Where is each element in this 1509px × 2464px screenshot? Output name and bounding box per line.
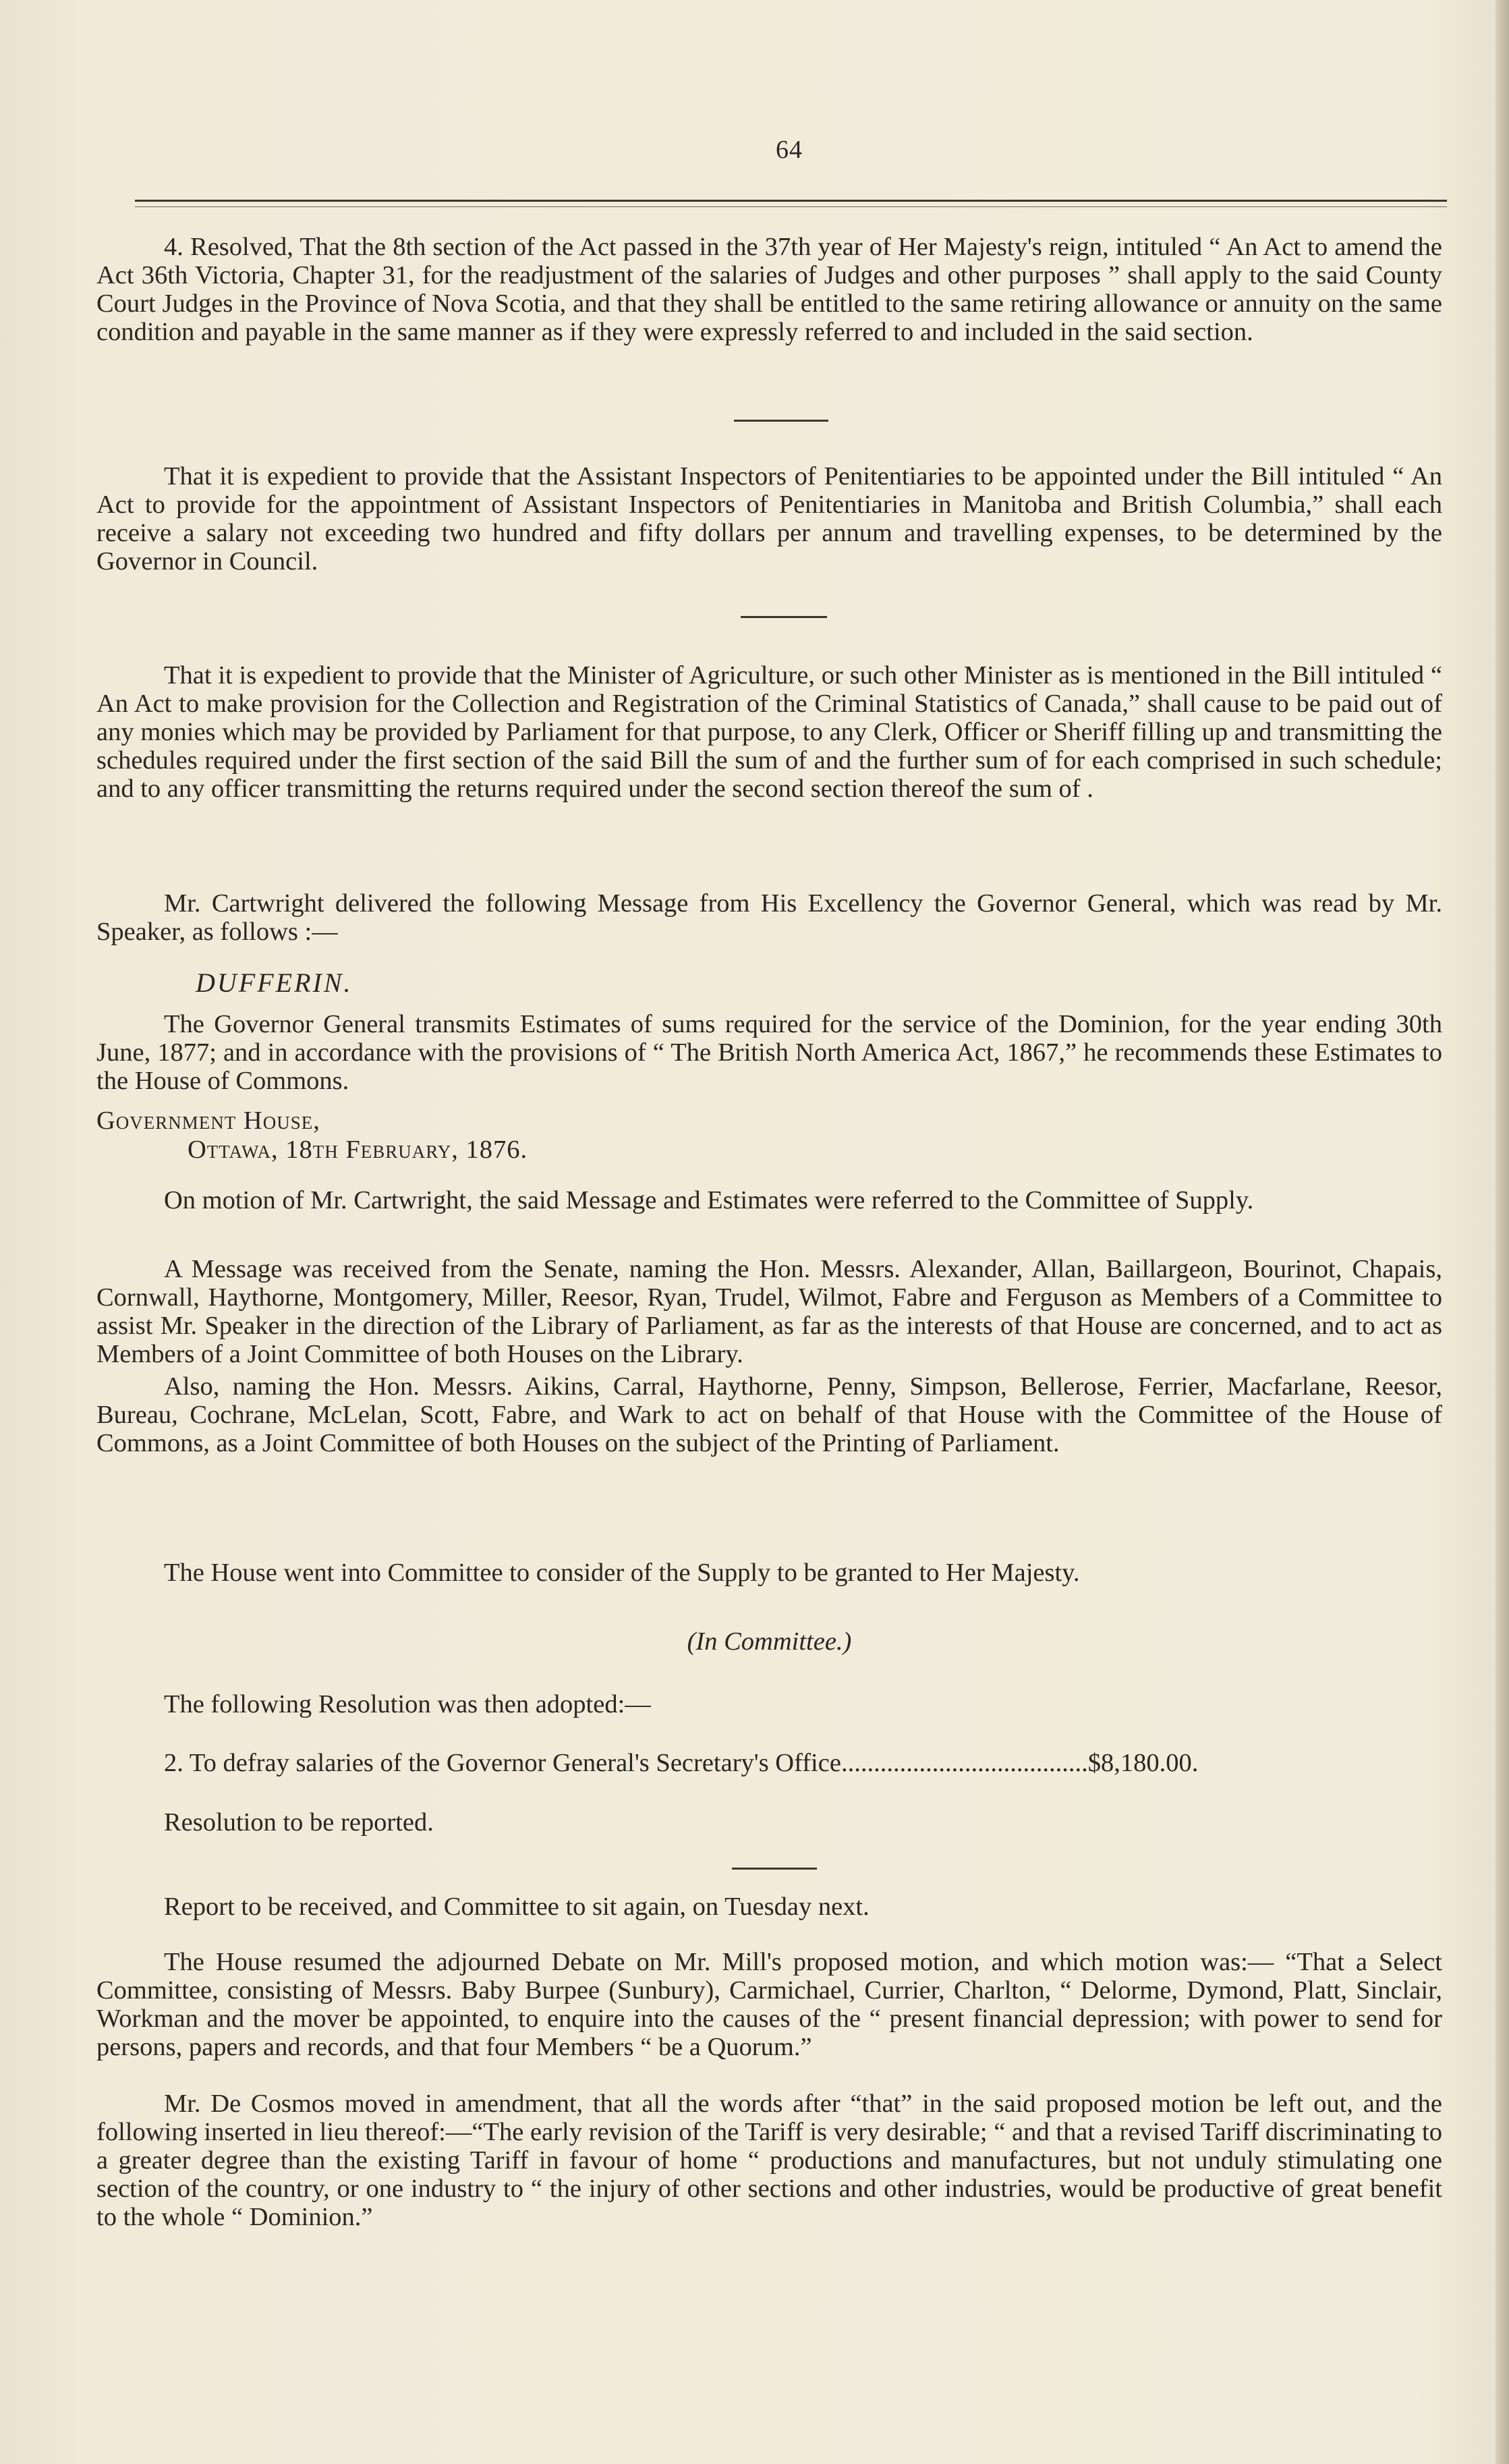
paragraph-text: Also, naming the Hon. Messrs. Aikins, Carral, Haythorne, Penny, Simpson, Bellerose, Ferrier, Macfarlane, Reesor, Bureau, Cochrane, McLelan, Scott, Fabre, and Wark to act on behalf of that House with the Committee of the House of Commons, as a Joint Committee of both Houses on the subject of the Printing of Parliament. bbox=[96, 1372, 1442, 1457]
motion-referral-paragraph bbox=[96, 1186, 1442, 1214]
paragraph-text: Mr. De Cosmos moved in amendment, that all the words after “that” in the said proposed motion be left out, and the following inserted in lieu thereof:—“The early revision of the Tariff is very desirable; “ and that a revised Tariff discriminating to a greater degree than the existing Tariff in favour of home “ productions and manufactures, but not unduly stimulating one section of the country, or one industry to “ the injury of other sections and other industries, would be productive of great benefit to the whole “ Dominion.” bbox=[96, 2090, 1442, 2231]
section-divider bbox=[734, 420, 828, 422]
senate-library-paragraph bbox=[96, 1255, 1442, 1368]
leader-dots: ...................................... bbox=[841, 1749, 1088, 1777]
signature-dufferin: DUFFERIN. bbox=[196, 968, 353, 998]
paragraph-text: That it is expedient to provide that the Assistant Inspectors of Penitentiaries to be appointed under the Bill intituled “ An Act to provide for the appointment of Assistant Inspectors of Penitentiaries in Manitoba and British Columbia,” shall each receive a salary not exceeding two hundred and fifty dollars per annum and travelling expenses, to be determined by the Governor in Council. bbox=[96, 462, 1442, 576]
paragraph-text: On motion of Mr. Cartwright, the said Message and Estimates were referred to the Committee of Supply. bbox=[164, 1186, 1254, 1214]
paragraph-text: Mr. Cartwright delivered the following Message from His Excellency the Governor General, which was read by Mr. Speaker, as follows :— bbox=[96, 889, 1442, 946]
paragraph-text: The Governor General transmits Estimates of sums required for the service of the Dominion, for the year ending 30th June, 1877; and in accordance with the provisions of “ The British North America Act, 1867,” he recommends these Estimates to the House of Commons. bbox=[96, 1010, 1442, 1095]
message-intro-paragraph bbox=[96, 889, 1442, 946]
paragraph-text: Report to be received, and Committee to sit again, on Tuesday next. bbox=[164, 1893, 870, 1921]
paragraph-text: Resolution to be reported. bbox=[164, 1808, 434, 1837]
senate-printing-paragraph bbox=[96, 1372, 1442, 1457]
supply-item-2 bbox=[164, 1749, 1432, 1777]
paragraph-text: The House went into Committee to consider of the Supply to be granted to Her Majesty. bbox=[164, 1559, 1080, 1587]
section-divider bbox=[732, 1868, 817, 1870]
header-rule-thin bbox=[135, 206, 1447, 207]
supply-committee-paragraph bbox=[96, 1559, 1442, 1587]
debate-motion-paragraph bbox=[96, 1948, 1442, 2061]
paragraph-text: The following Resolution was then adopted:— bbox=[164, 1690, 651, 1718]
item-label: 2. To defray salaries of the Governor General's Secretary's Office bbox=[164, 1749, 841, 1777]
paragraph-text: A Message was received from the Senate, naming the Hon. Messrs. Alexander, Allan, Baillargeon, Bourinot, Chapais, Cornwall, Haythorne, Montgomery, Miller, Reesor, Ryan, Trudel, Wilmot, Fabre and Ferguson as Members of a Committee to assist Mr. Speaker in the direction of the Library of Parliament, as far as the interests of that House are concerned, and to act as Members of a Joint Committee of both Houses on the Library. bbox=[96, 1255, 1442, 1368]
paragraph-text: The House resumed the adjourned Debate on Mr. Mill's proposed motion, and which motion was:— “That a Select Committee, consisting of Messrs. Baby Burpee (Sunbury), Carmichael, Currier, Charlton, “ Delorme, Dymond, Platt, Sinclair, Workman and the mover be appointed, to enquire into the causes of the “ present financial depression; with power to send for persons, papers and records, and that four Members “ be a Quorum.” bbox=[96, 1948, 1442, 2061]
paragraph-text: That it is expedient to provide that the Minister of Agriculture, or such other Minister as is mentioned in the Bill intituled “ An Act to make provision for the Collection and Registration of the Criminal Statistics of Canada,” shall cause to be paid out of any monies which may be provided by Parliament for that purpose, to any Clerk, Officer or Sheriff filling up and transmitting the schedules required under the first section of the said Bill the sum of and the further sum of for each comprised in such schedule; and to any officer transmitting the returns required under the second section thereof the sum of . bbox=[96, 661, 1442, 803]
report-received-line bbox=[96, 1893, 1442, 1921]
header-rule bbox=[135, 200, 1447, 202]
place-line-1: Government House, bbox=[96, 1107, 320, 1135]
amendment-paragraph bbox=[96, 2090, 1442, 2231]
penitentiaries-paragraph bbox=[96, 462, 1442, 576]
place-line-2: Ottawa, 18th February, 1876. bbox=[188, 1136, 528, 1164]
book-spine-edge bbox=[1496, 0, 1509, 2464]
page-number: 64 bbox=[776, 136, 803, 164]
criminal-statistics-paragraph bbox=[96, 661, 1442, 803]
item-amount: $8,180.00. bbox=[1087, 1749, 1199, 1777]
in-committee-heading: (In Committee.) bbox=[687, 1627, 852, 1656]
section-divider bbox=[741, 616, 827, 618]
resolution-reported-line bbox=[96, 1808, 1442, 1837]
resolution-adopted-line bbox=[96, 1690, 1442, 1718]
estimates-message-paragraph bbox=[96, 1010, 1442, 1095]
resolution-4-paragraph bbox=[96, 233, 1442, 346]
paragraph-text: 4. Resolved, That the 8th section of the Act passed in the 37th year of Her Majesty's reign, intituled “ An Act to amend the Act 36th Victoria, Chapter 31, for the readjustment of the salaries of Judges and other purposes ” shall apply to the said County Court Judges in the Province of Nova Scotia, and that they shall be entitled to the same retiring allowance or annuity on the same condition and payable in the same manner as if they were expressly referred to and included in the said section. bbox=[96, 233, 1442, 346]
